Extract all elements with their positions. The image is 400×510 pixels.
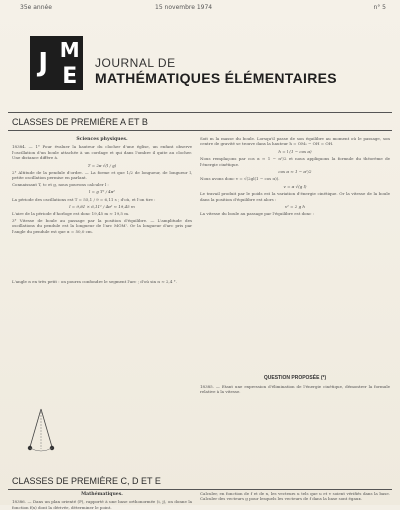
formula: v² = 2 g h [285, 204, 305, 210]
paragraph: 18386. — Dans un plan orienté (P), rapporté à une base orthonormée (i, j), on donne la fonction f(x) dont la dérivée, déterminer le point. [12, 499, 192, 510]
pendulum-figure [22, 407, 60, 455]
paragraph: 3° Vitesse de boule au passage par la position d'équilibre. — L'amplitude des oscillations du pendule est la longueur de l'arc MOM'. Or la longueur d'arc pris par l'angle du pendule est que α = 50,0 cm. [12, 217, 192, 234]
subtitle-math: Mathématiques. [81, 492, 123, 497]
figure-space [12, 235, 192, 279]
formula: l = g T² / 4π² [89, 189, 115, 195]
paragraph: L'aire de la période d'horloge est donc 19,45 m ≈ 19,5 m. [12, 211, 130, 217]
paragraph: Connaissant T, tc et g, nous pouvons calculer l : [12, 181, 109, 187]
section-title-second: CLASSES DE PREMIÈRE C, D ET E [12, 476, 161, 486]
logo-letter-m: M [59, 37, 80, 62]
section-rule-top [8, 112, 392, 113]
section-title-first: CLASSES DE PREMIÈRE A ET B [12, 117, 148, 127]
formula: v = α √(g l) [283, 183, 307, 189]
paragraph: Soit m la masse du boule. Lorsqu'il passe de son équilibre au moment où le passage, son centre de gravité se trouve dans la hauteur h = OM₀ − OH = OH. [200, 136, 390, 147]
question-proposed-title: QUESTION PROPOSÉE (*) [263, 375, 327, 381]
section-rule-bottom [8, 489, 392, 490]
paragraph: 18384. — 1° Pour évaluer la hauteur du clocher d'une église, un enfant observe l'oscillation d'un boule attachée à un cordage et qui dans l'ombre il quite au clocher. Une distance diffère à. [12, 144, 192, 161]
formula: cos α ≈ 1 − α²/2 [278, 169, 312, 175]
issue-number: n° 5 [373, 4, 386, 11]
journal-title: MATHÉMATIQUES ÉLÉMENTAIRES [95, 70, 337, 86]
paragraph: Le travail produit par le poids est la variation d'énergie cinétique. Or la vitesse de la boule dans la position d'équilibre est alors : [200, 191, 390, 202]
formula: h = l (1 − cos α) [278, 148, 312, 154]
paragraph: Nous remplaçons par cos α ≈ 1 − α²/2 et nous appliquons la formule du théorème de l'énergie cinétique. [200, 156, 390, 167]
paragraph: 2° Altitude de la pendule d'ordre. — La forme et que 1/2 de longueur, de longueur l, petite oscillation permise en parlant. [12, 170, 192, 181]
question-proposed-text [200, 384, 390, 472]
column-left-second [12, 491, 192, 510]
paragraph: La période des oscillations est T = 55,1 / 9 = 6,11 s ; d'où, et l'on tire : [12, 196, 156, 202]
paragraph: L'angle α en très petit : on pourra confondre le segment l'arc ; d'où sin α ≈ 2,4 °. [12, 279, 177, 285]
subtitle-physique: Sciences physiques. [76, 137, 128, 142]
paragraph: 18385. — Etant une expression d'élimination de l'énergie cinétique, démontrer la formule relative à la vitesse. [200, 384, 390, 395]
paragraph: Nous avons donc v = √(2gl(1 − cos α)). [200, 176, 280, 182]
section-rule-bottom [8, 130, 392, 131]
date-line: 15 novembre 1974 [155, 4, 213, 11]
formula: l = 9,81 × 6,11² / 4π² ≈ 19,45 m [69, 204, 135, 210]
logo-letter-e: E [62, 64, 78, 89]
column-right-second [200, 491, 390, 505]
year-line: 35e année [20, 4, 52, 11]
jme-logo [30, 36, 83, 90]
column-right-first [200, 136, 390, 373]
journal-line: JOURNAL DE [95, 56, 176, 70]
paragraph: Calculer, en fonction de f et de x, les vecteurs u tels que u et v soient vérifiés dans la base. Calculer des vecteurs g pour lesquels les vecteurs de f dans la base sont égaux. [200, 491, 390, 502]
formula: T = 2π √(l / g) [87, 162, 117, 168]
paragraph: La vitesse du boule au passage par l'équilibre est donc : [200, 211, 314, 217]
logo-letter-j: J [38, 48, 49, 78]
